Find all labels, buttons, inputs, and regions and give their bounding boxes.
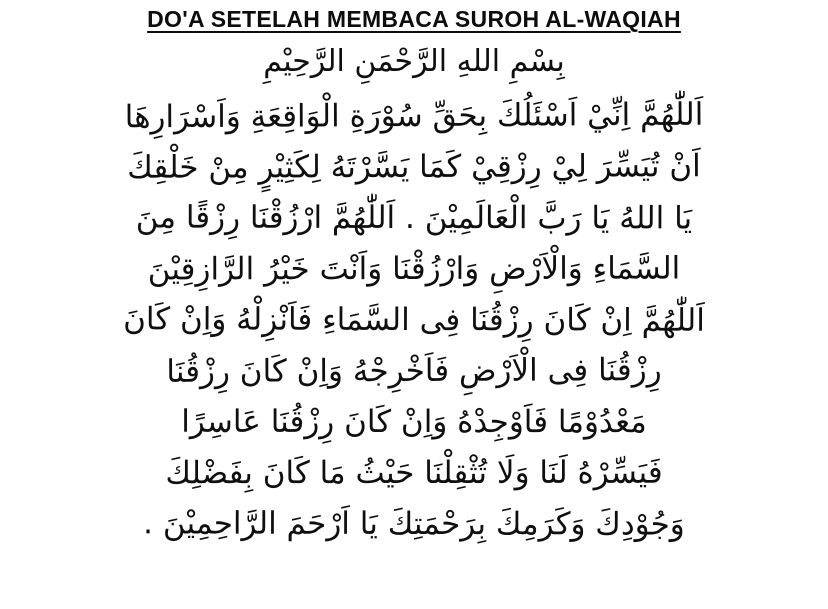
arabic-line: السَّمَاءِ وَالْاَرْضِ وَارْزُقْنَا وَاَنْتَ خَيْرُ الرَّازِقِيْنَ (147, 250, 681, 288)
arabic-line: وَجُوْدِكَ وَكَرَمِكَ بِرَحْمَتِكَ يَا اَرْحَمَ الرَّاحِمِيْنَ . (143, 504, 685, 543)
arabic-line: فَيَسِّرْهُ لَنَا وَلَا تُثْقِلْنَا حَيْثُ مَا كَانَ بِفَضْلِكَ (165, 454, 663, 491)
arabic-line: اَللّٰهُمَّ اِنْ كَانَ رِزْقُنَا فِى السَّمَاءِ فَاَنْزِلْهُ وَاِنْ كَانَ (123, 300, 705, 339)
arabic-line: اَنْ تُيَسِّرَ لِيْ رِزْقِيْ كَمَا يَسَّرْتَهُ لِكَثِيْرٍ مِنْ خَلْقِكَ (127, 148, 701, 186)
arabic-line: رِزْقُنَا فِى الْاَرْضِ فَاَخْرِجْهُ وَاِنْ كَانَ رِزْقُنَا (166, 351, 662, 390)
arabic-line: اَللّٰهُمَّ اِنِّيْ اَسْئَلُكَ بِحَقِّ سُوْرَةِ الْوَاقِعَةِ وَاَسْرَارِهَا (124, 96, 704, 136)
arabic-prayer-body (0, 39, 828, 546)
arabic-line: يَا اللهُ يَا رَبَّ الْعَالَمِيْنَ . اَللّٰهُمَّ ارْزُقْنَا رِزْقًا مِنَ (135, 199, 693, 237)
arabic-line: مَعْدُوْمًا فَاَوْجِدْهُ وَاِنْ كَانَ رِزْقُنَا عَاسِرًا (181, 403, 647, 440)
basmalah-line: بِسْمِ اللهِ الرَّحْمَنِ الرَّحِيْمِ (263, 44, 565, 79)
page-title: DO'A SETELAH MEMBACA SUROH AL-WAQIAH (147, 6, 681, 32)
